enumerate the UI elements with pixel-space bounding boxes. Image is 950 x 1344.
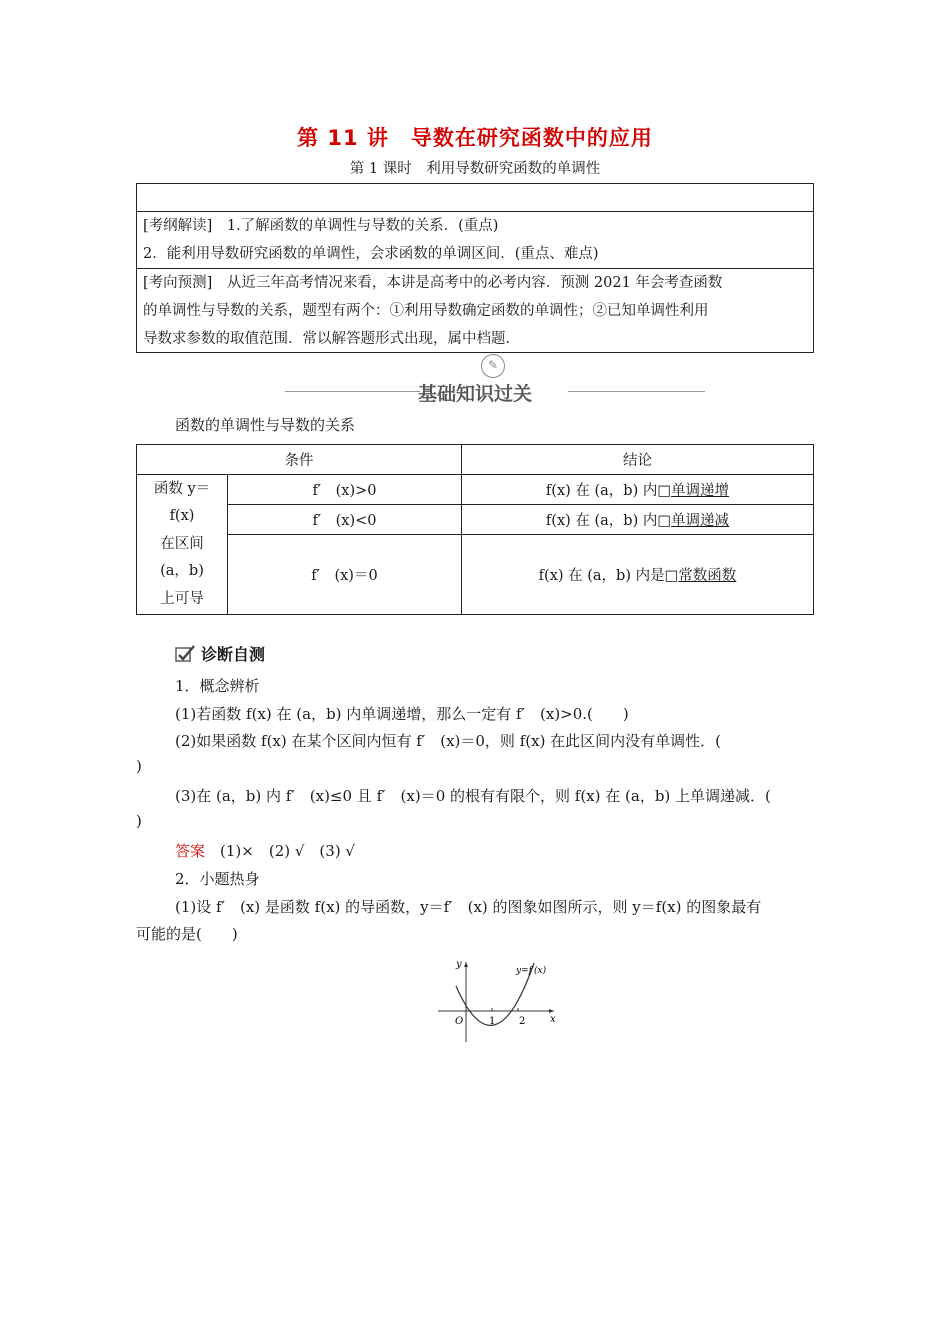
q2-title: 2．小题热身: [175, 870, 260, 888]
y-axis-arrow: [464, 962, 468, 967]
exam-reading-line1: [考纲解读] 1.了解函数的单调性与导数的关系．(重点): [143, 218, 499, 234]
section-feather-icon: ✎: [481, 354, 505, 378]
answer-text: (1)× (2) √ (3) √: [220, 842, 355, 860]
outline-box: [136, 183, 814, 353]
left-cell-line: 在区间: [160, 535, 204, 552]
q2-item1-cont: 可能的是( ): [136, 925, 238, 943]
x-axis-label: x: [550, 1014, 556, 1025]
section-heading: 基础知识过关: [417, 383, 532, 405]
answer-blank: 常数函数: [678, 568, 737, 584]
outline-box-blank-row: [137, 184, 813, 212]
conclusion-cell: f(x) 在 (a，b) 内□单调递减: [462, 505, 814, 535]
tick-label-2: 2: [519, 1016, 526, 1027]
x-axis-arrow: [549, 1009, 554, 1013]
answer-label: 答案: [175, 842, 206, 860]
derivative-graph: [430, 950, 565, 1050]
q1-item3: (3)在 (a，b) 内 f′ (x)≤0 且 f′ (x)＝0 的根有有限个，则 f(x) 在 (a，b) 上单调递减．(: [175, 787, 771, 805]
q1-item2: (2)如果函数 f(x) 在某个区间内恒有 f′ (x)＝0，则 f(x) 在此区间内没有单调性．(: [175, 732, 722, 750]
exam-reading: [137, 212, 813, 269]
forecast: [137, 269, 813, 353]
q1-title: 1．概念辨析: [175, 677, 260, 695]
exam-reading-line2: 2．能利用导数研究函数的单调性，会求函数的单调区间．(重点、难点): [143, 246, 599, 262]
left-cell-line: (a，b): [160, 563, 204, 580]
conclusion-cell: f(x) 在 (a，b) 内是□常数函数: [462, 535, 814, 615]
table-row: [137, 475, 814, 505]
condition-cell: f′ (x)<0: [228, 505, 462, 535]
diagnosis-heading: 诊断自测: [175, 642, 265, 665]
page-subtitle: 第 1 课时 利用导数研究函数的单调性: [349, 161, 601, 177]
forecast-line2: 的单调性与导数的关系，题型有两个：①利用导数确定函数的单调性；②已知单调性利用: [143, 303, 709, 319]
condition-cell: f′ (x)＝0: [228, 535, 462, 615]
condition-cell: f′ (x)>0: [228, 475, 462, 505]
table-left-cell: [137, 475, 228, 615]
y-axis-label: y: [456, 959, 462, 970]
section-intro: 函数的单调性与导数的关系: [175, 416, 356, 434]
table-header-row: [137, 445, 814, 475]
q2-item1: (1)设 f′ (x) 是函数 f(x) 的导函数，y＝f′ (x) 的图象如图所示，则 y＝f(x) 的图象最有: [175, 898, 762, 916]
forecast-line3: 导数求参数的取值范围．常以解答题形式出现，属中档题.: [143, 331, 511, 347]
origin-label: O: [455, 1016, 464, 1027]
left-cell-line: 上可导: [160, 590, 204, 607]
q1-item1: (1)若函数 f(x) 在 (a，b) 内单调递增，那么一定有 f′ (x)>0.( ): [175, 705, 629, 723]
checkmark-icon: [175, 645, 195, 663]
conclusion-cell: f(x) 在 (a，b) 内□单调递增: [462, 475, 814, 505]
left-cell-line: 函数 y＝: [153, 480, 211, 497]
page-title: 第 11 讲 导数在研究函数中的应用: [297, 126, 653, 150]
tick-label-1: 1: [489, 1016, 496, 1027]
table-row: [137, 535, 814, 615]
monotonicity-table: [136, 444, 814, 615]
table-header-conclusion: 结论: [462, 445, 814, 475]
answer-blank: 单调递增: [671, 483, 730, 499]
answer-blank: 单调递减: [671, 513, 730, 529]
table-header-condition: 条件: [137, 445, 462, 475]
left-cell-line: f(x): [169, 508, 195, 525]
q1-item3-paren: ): [136, 812, 142, 830]
forecast-line1: [考向预测] 从近三年高考情况来看，本讲是高考中的必考内容．预测 2021 年会考查函数: [143, 275, 723, 291]
answer-line: [175, 840, 355, 861]
table-row: [137, 505, 814, 535]
curve-label: y=f′(x): [516, 966, 547, 976]
q1-item2-paren: ): [136, 757, 142, 775]
